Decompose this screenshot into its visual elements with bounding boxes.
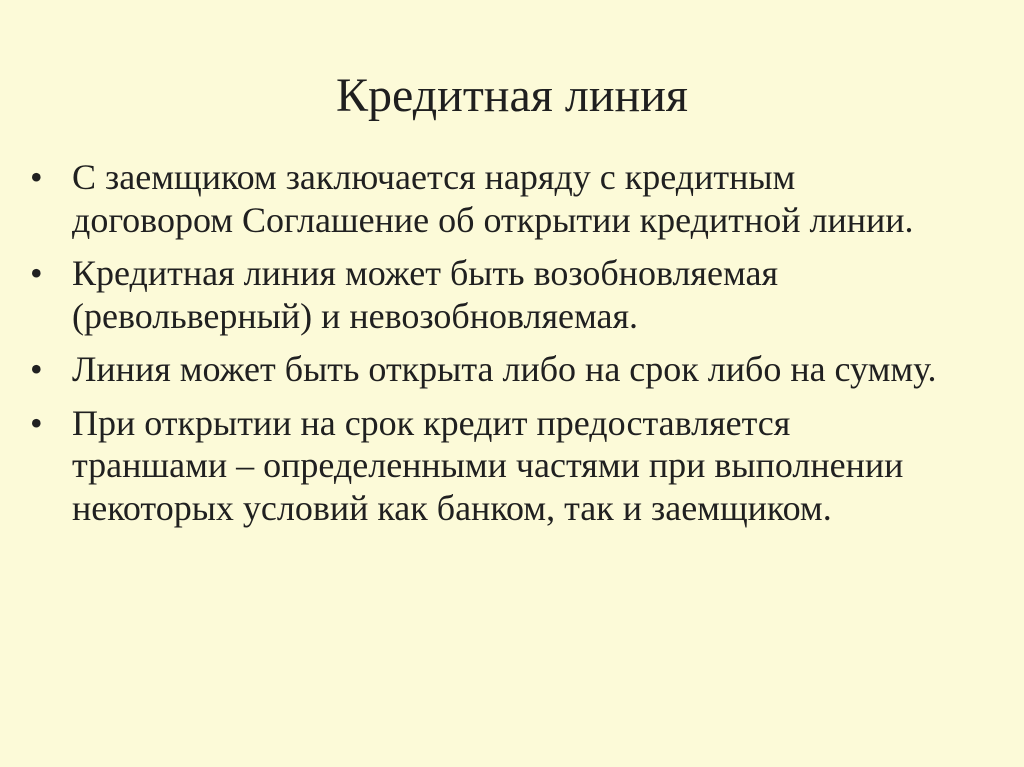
bullet-icon: • bbox=[30, 349, 43, 389]
bullet-icon: • bbox=[30, 253, 43, 293]
bullet-text: С заемщиком заключается наряду с кредитным договором Соглашение об открытии кредитной линии. bbox=[72, 157, 914, 240]
slide-title: Кредитная линия bbox=[336, 69, 688, 122]
bullet-list bbox=[30, 156, 950, 540]
bullet-text: Линия может быть открыта либо на срок либо на сумму. bbox=[72, 349, 937, 389]
bullet-item bbox=[30, 252, 950, 337]
bullet-item bbox=[30, 156, 950, 241]
bullet-text: Кредитная линия может быть возобновляемая (револьверный) и невозобновляемая. bbox=[72, 253, 779, 336]
bullet-item bbox=[30, 402, 950, 530]
bullet-item bbox=[30, 348, 950, 391]
bullet-icon: • bbox=[30, 157, 43, 197]
bullet-text: При открытии на срок кредит предоставляется траншами – определенными частями при выполнении некоторых условий как банком, так и заемщиком. bbox=[72, 402, 904, 528]
bullet-icon: • bbox=[30, 402, 43, 443]
